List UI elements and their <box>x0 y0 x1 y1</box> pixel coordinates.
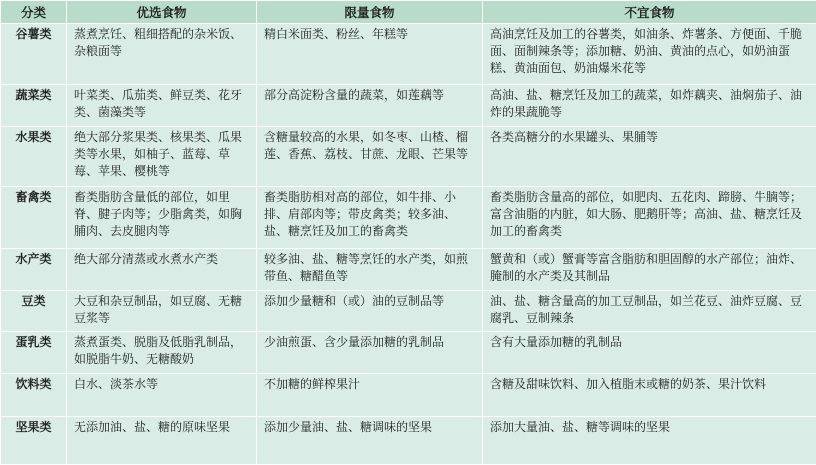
table-row <box>1 249 816 291</box>
avoid-cell: 畜类脂肪含量高的部位，如肥肉、五花肉、蹄膀、牛腩等；富含油脂的内脏，如大肠、肥鹅肝等；高油、盐、糖烹饪及加工的畜禽类 <box>483 187 816 249</box>
limited-cell: 部分高淀粉含量的蔬菜，如莲藕等 <box>257 85 483 127</box>
category-cell: 谷薯类 <box>1 24 67 85</box>
preferred-cell: 绝大部分清蒸或水煮水产类 <box>67 249 257 291</box>
header-avoid: 不宜食物 <box>483 1 816 24</box>
limited-cell: 不加糖的鲜榨果汁 <box>257 374 483 417</box>
preferred-cell: 绝大部分浆果类、核果类、瓜果类等水果，如柚子、蓝莓、草莓、苹果、樱桃等 <box>67 127 257 187</box>
table-row <box>1 374 816 417</box>
avoid-cell: 蟹黄和（或）蟹膏等富含脂肪和胆固醇的水产部位；油炸、腌制的水产类及其制品 <box>483 249 816 291</box>
header-category: 分类 <box>1 1 67 24</box>
avoid-cell: 油、盐、糖含量高的加工豆制品，如兰花豆、油炸豆腐、豆腐乳、豆制辣条 <box>483 291 816 332</box>
table-row <box>1 417 816 465</box>
category-cell: 饮料类 <box>1 374 67 417</box>
limited-cell: 添加少量糖和（或）油的豆制品等 <box>257 291 483 332</box>
preferred-cell: 叶菜类、瓜茄类、鲜豆类、花牙类、菌藻类等 <box>67 85 257 127</box>
category-cell: 水产类 <box>1 249 67 291</box>
limited-cell: 含糖量较高的水果，如冬枣、山楂、榴莲、香蕉、荔枝、甘蔗、龙眼、芒果等 <box>257 127 483 187</box>
header-limited: 限量食物 <box>257 1 483 24</box>
limited-cell: 添加少量油、盐、糖调味的坚果 <box>257 417 483 465</box>
limited-cell: 精白米面类、粉丝、年糕等 <box>257 24 483 85</box>
limited-cell: 少油煎蛋、含少量添加糖的乳制品 <box>257 332 483 374</box>
table-row <box>1 24 816 85</box>
limited-cell: 较多油、盐、糖等烹饪的水产类，如煎带鱼、糖醋鱼等 <box>257 249 483 291</box>
category-cell: 蔬菜类 <box>1 85 67 127</box>
header-preferred: 优选食物 <box>67 1 257 24</box>
avoid-cell: 含糖及甜味饮料、加入植脂末或糖的奶茶、果汁饮料 <box>483 374 816 417</box>
category-cell: 豆类 <box>1 291 67 332</box>
table-row <box>1 332 816 374</box>
avoid-cell: 含有大量添加糖的乳制品 <box>483 332 816 374</box>
table-row <box>1 127 816 187</box>
category-cell: 坚果类 <box>1 417 67 465</box>
table-row <box>1 85 816 127</box>
limited-cell: 畜类脂肪相对高的部位，如牛排、小排、肩部肉等；带皮禽类；较多油、盐、糖烹饪及加工的畜禽类 <box>257 187 483 249</box>
preferred-cell: 蒸煮蛋类、脱脂及低脂乳制品，如脱脂牛奶、无糖酸奶 <box>67 332 257 374</box>
category-cell: 畜禽类 <box>1 187 67 249</box>
preferred-cell: 无添加油、盐、糖的原味坚果 <box>67 417 257 465</box>
category-cell: 蛋乳类 <box>1 332 67 374</box>
header-row <box>1 1 816 24</box>
table-row <box>1 187 816 249</box>
preferred-cell: 大豆和杂豆制品，如豆腐、无糖豆浆等 <box>67 291 257 332</box>
avoid-cell: 高油、盐、糖烹饪及加工的蔬菜，如炸藕夹、油焖茄子、油炸的果蔬脆等 <box>483 85 816 127</box>
avoid-cell: 添加大量油、盐、糖等调味的坚果 <box>483 417 816 465</box>
avoid-cell: 高油烹饪及加工的谷薯类，如油条、炸薯条、方便面、千脆面、面制辣条等；添加糖、奶油、黄油的点心，如奶油蛋糕、黄油面包、奶油爆米花等 <box>483 24 816 85</box>
preferred-cell: 蒸煮烹饪、粗细搭配的杂米饭、杂粮面等 <box>67 24 257 85</box>
category-cell: 水果类 <box>1 127 67 187</box>
preferred-cell: 白水、淡茶水等 <box>67 374 257 417</box>
avoid-cell: 各类高糖分的水果罐头、果脯等 <box>483 127 816 187</box>
table-row <box>1 291 816 332</box>
preferred-cell: 畜类脂肪含量低的部位，如里脊、腱子肉等；少脂禽类，如胸脯肉、去皮腿肉等 <box>67 187 257 249</box>
